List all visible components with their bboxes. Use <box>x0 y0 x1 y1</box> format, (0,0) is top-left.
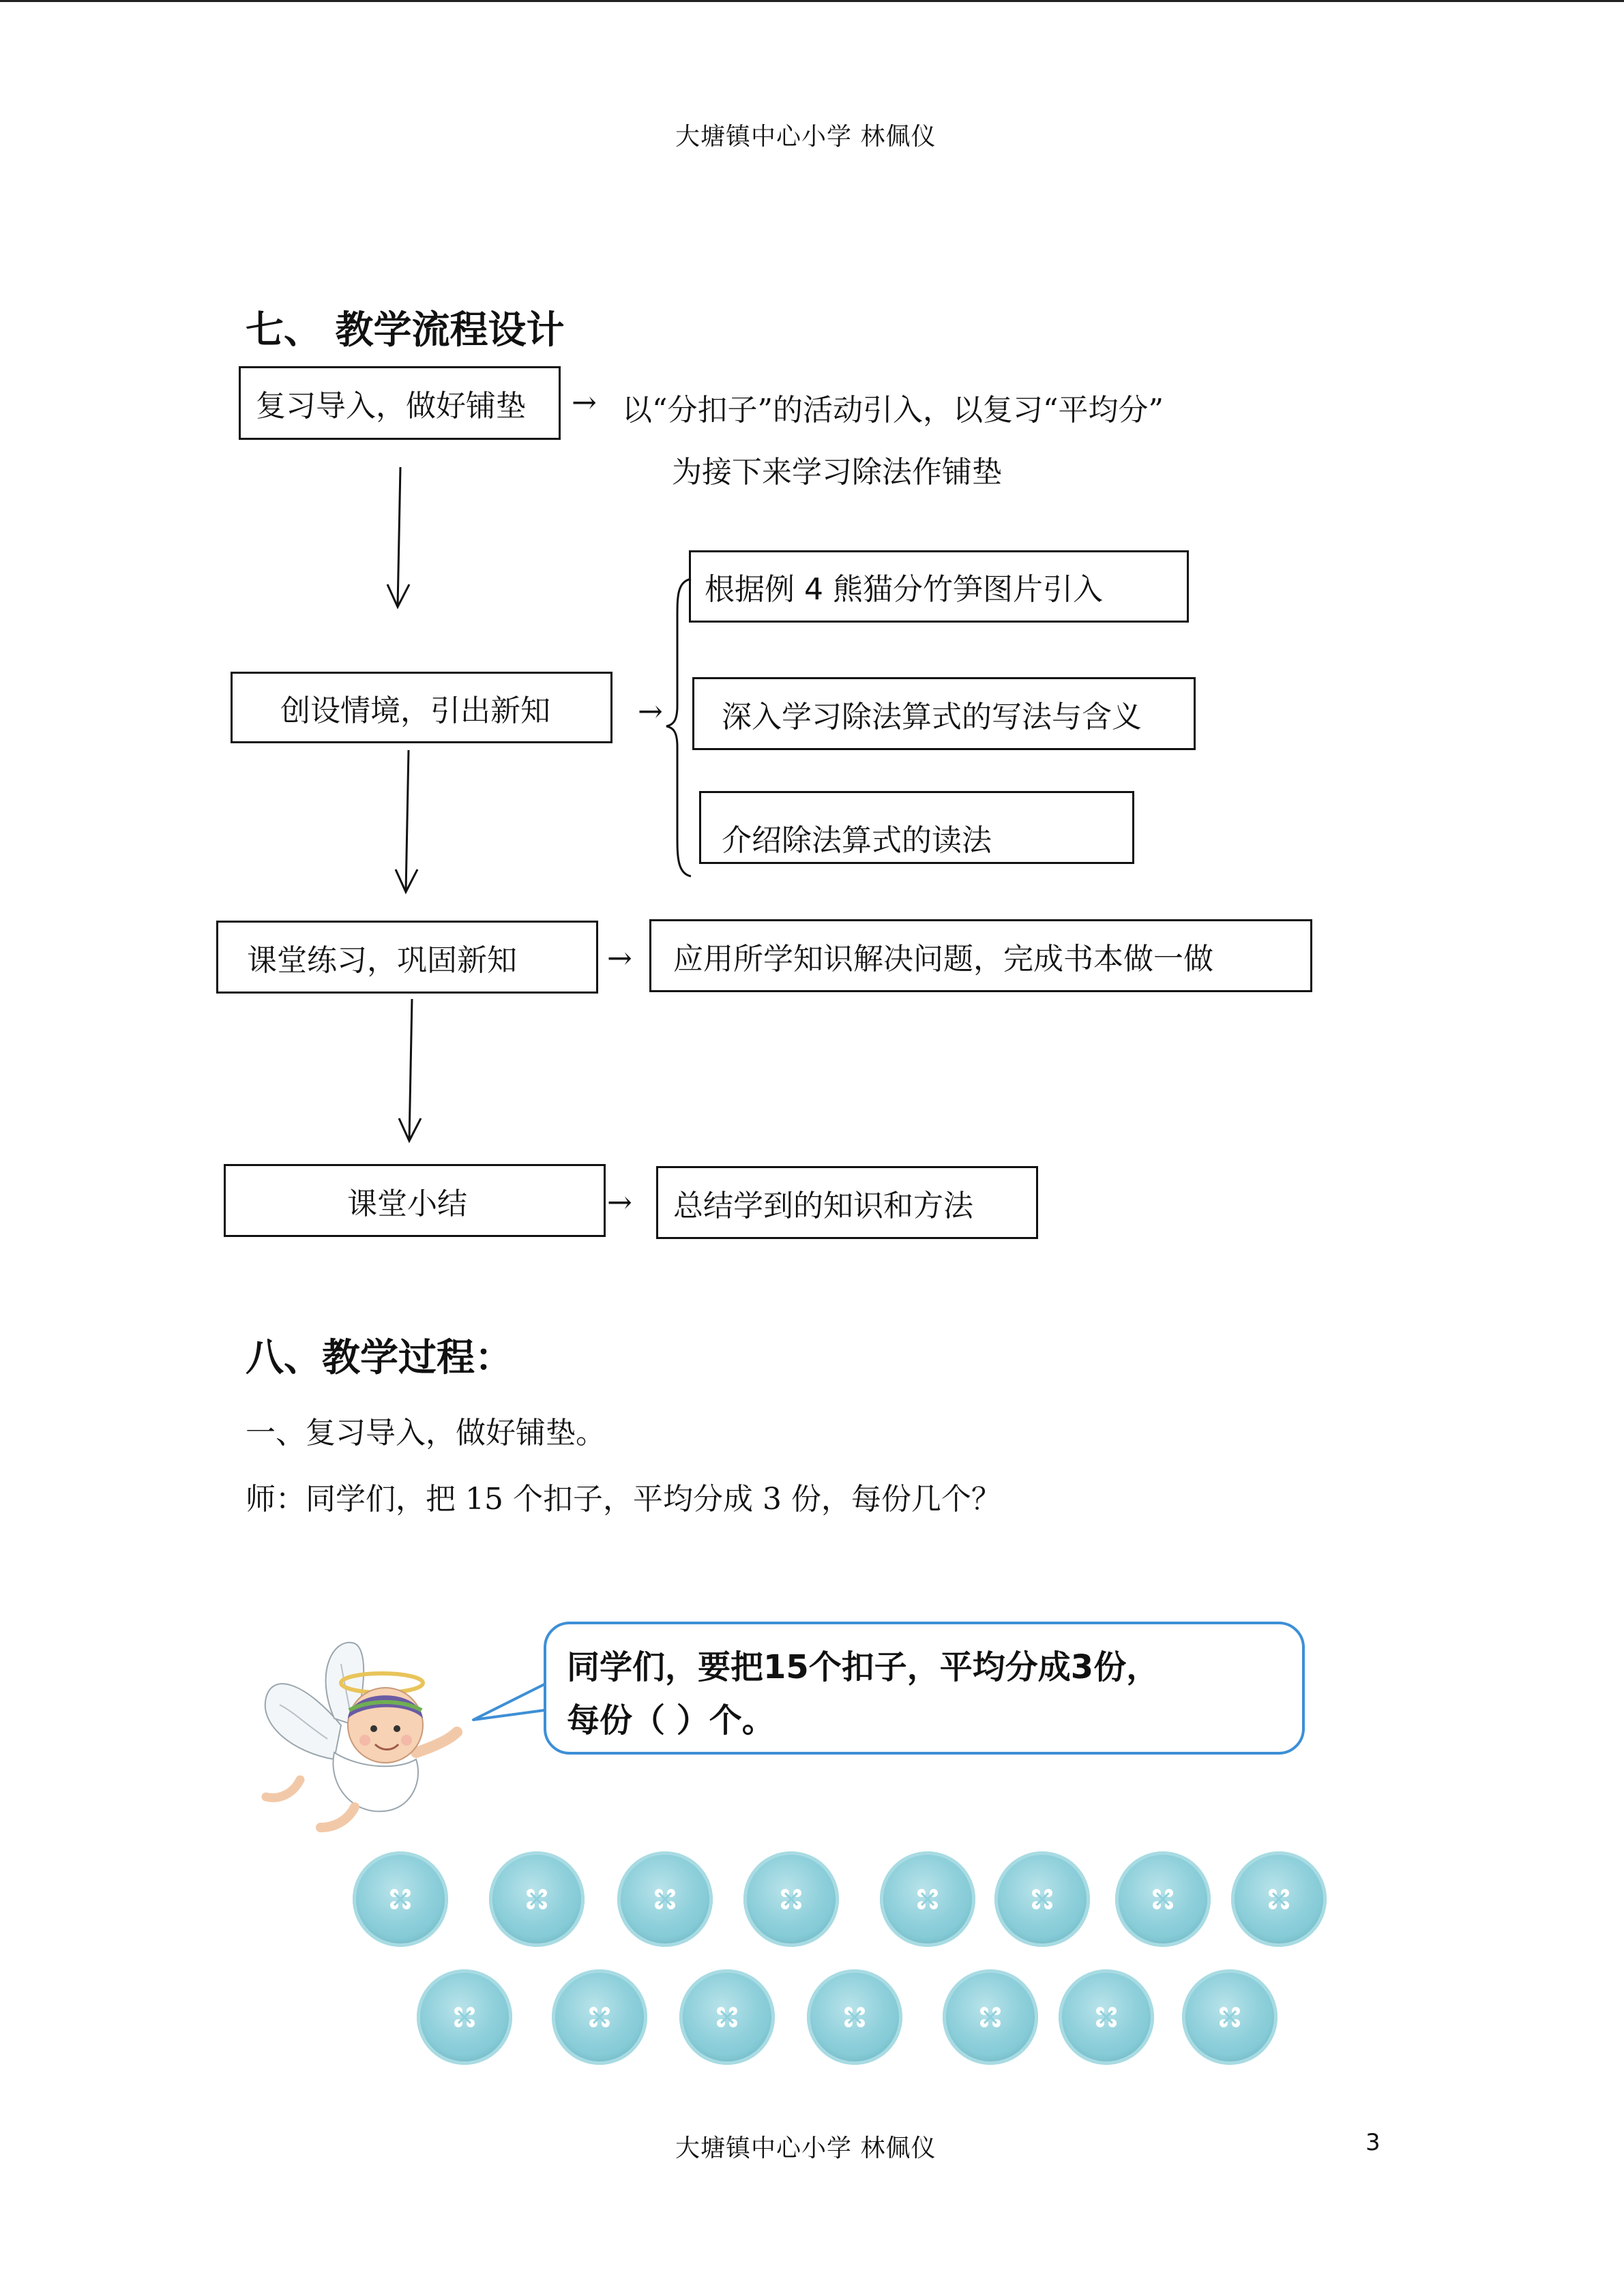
button-holes-icon <box>385 1884 415 1914</box>
section-8-line-2: 师：同学们，把 15 个扣子，平均分成 3 份，每份几个？ <box>246 1482 1001 1517</box>
button-holes-icon <box>650 1884 680 1914</box>
flow-step-1-box <box>239 366 561 440</box>
button-11 <box>679 1969 775 2065</box>
flow-step-4-box <box>224 1164 606 1237</box>
flow-step-4-desc: 总结学到的知识和方法 <box>673 1188 973 1223</box>
speech-bubble <box>544 1622 1305 1755</box>
button-holes-icon <box>1264 1884 1294 1914</box>
flow-step-2-sub-1: 根据例 4 熊猫分竹笋图片引入 <box>705 572 1103 607</box>
speech-line-1: 同学们，要把15个扣子，平均分成3份， <box>567 1648 1160 1686</box>
speech-line-2: 每份（ ）个。 <box>567 1701 775 1740</box>
button-holes-icon <box>913 1884 943 1914</box>
button-6 <box>994 1851 1090 1947</box>
button-3 <box>617 1851 713 1947</box>
flow-step-2-box <box>231 672 612 743</box>
button-holes-icon <box>585 2002 615 2032</box>
button-holes-icon <box>975 2002 1005 2032</box>
button-holes-icon <box>1215 2002 1245 2032</box>
button-holes-icon <box>522 1884 552 1914</box>
speech-bubble-tail <box>471 1678 546 1732</box>
page-header: 大塘镇中心小学 林佩仪 <box>675 123 936 151</box>
page-footer: 大塘镇中心小学 林佩仪 <box>675 2134 936 2162</box>
button-1 <box>353 1851 448 1947</box>
button-holes-icon <box>449 2002 479 2032</box>
flow-step-4-desc-box <box>656 1166 1038 1239</box>
top-border <box>0 0 1624 2</box>
flow-step-1-desc-line1: 以“分扣子”的活动引入，以复习“平均分” <box>622 393 1164 428</box>
button-12 <box>807 1969 902 2065</box>
page-number: 3 <box>1365 2129 1381 2156</box>
flow-step-3-box <box>216 921 598 994</box>
section-8-title: 八、教学过程： <box>246 1336 513 1380</box>
button-2 <box>489 1851 585 1947</box>
flow-step-1-label: 复习导入，做好铺垫 <box>256 389 526 423</box>
flow-step-4-label: 课堂小结 <box>347 1186 467 1221</box>
flow-down-arrow-1 <box>379 467 419 610</box>
button-10 <box>552 1969 647 2065</box>
flow-step-1-desc-line2: 为接下来学习除法作铺垫 <box>672 455 1002 490</box>
flow-step-2-label: 创设情境，引出新知 <box>280 693 550 728</box>
flow-step-2-sub-3: 介绍除法算式的读法 <box>722 822 992 858</box>
button-holes-icon <box>1027 1884 1057 1914</box>
flow-step-2-sub-1-box <box>689 550 1189 623</box>
flow-step-2-sub-3-box <box>699 791 1134 864</box>
button-holes-icon <box>1148 1884 1178 1914</box>
button-holes-icon <box>1091 2002 1121 2032</box>
button-15 <box>1182 1969 1278 2065</box>
button-holes-icon <box>776 1884 806 1914</box>
flow-step-2-sub-2: 深入学习除法算式的写法与含义 <box>722 699 1142 734</box>
section-7-title: 七、 教学流程设计 <box>246 308 565 353</box>
flow-step-2-arrow: → <box>638 694 663 729</box>
flow-step-3-label: 课堂练习，巩固新知 <box>247 942 517 978</box>
button-13 <box>943 1969 1038 2065</box>
button-holes-icon <box>840 2002 870 2032</box>
button-14 <box>1059 1969 1154 2065</box>
flow-down-arrow-2 <box>385 750 426 897</box>
button-8 <box>1231 1851 1327 1947</box>
flow-step-1-arrow: → <box>572 385 597 420</box>
flow-step-3-desc: 应用所学知识解决问题，完成书本做一做 <box>673 941 1213 976</box>
section-8-line-1: 一、复习导入，做好铺垫。 <box>246 1416 606 1450</box>
button-9 <box>417 1969 512 2065</box>
flow-down-arrow-3 <box>389 999 430 1146</box>
flow-step-2-sub-2-box <box>692 677 1196 750</box>
angel-illustration <box>252 1623 477 1841</box>
button-7 <box>1115 1851 1211 1947</box>
flow-step-3-arrow: → <box>607 941 632 976</box>
flow-step-3-desc-box <box>649 919 1312 992</box>
button-4 <box>743 1851 839 1947</box>
button-holes-icon <box>712 2002 742 2032</box>
button-5 <box>880 1851 975 1947</box>
flow-step-4-arrow: → <box>607 1185 632 1220</box>
